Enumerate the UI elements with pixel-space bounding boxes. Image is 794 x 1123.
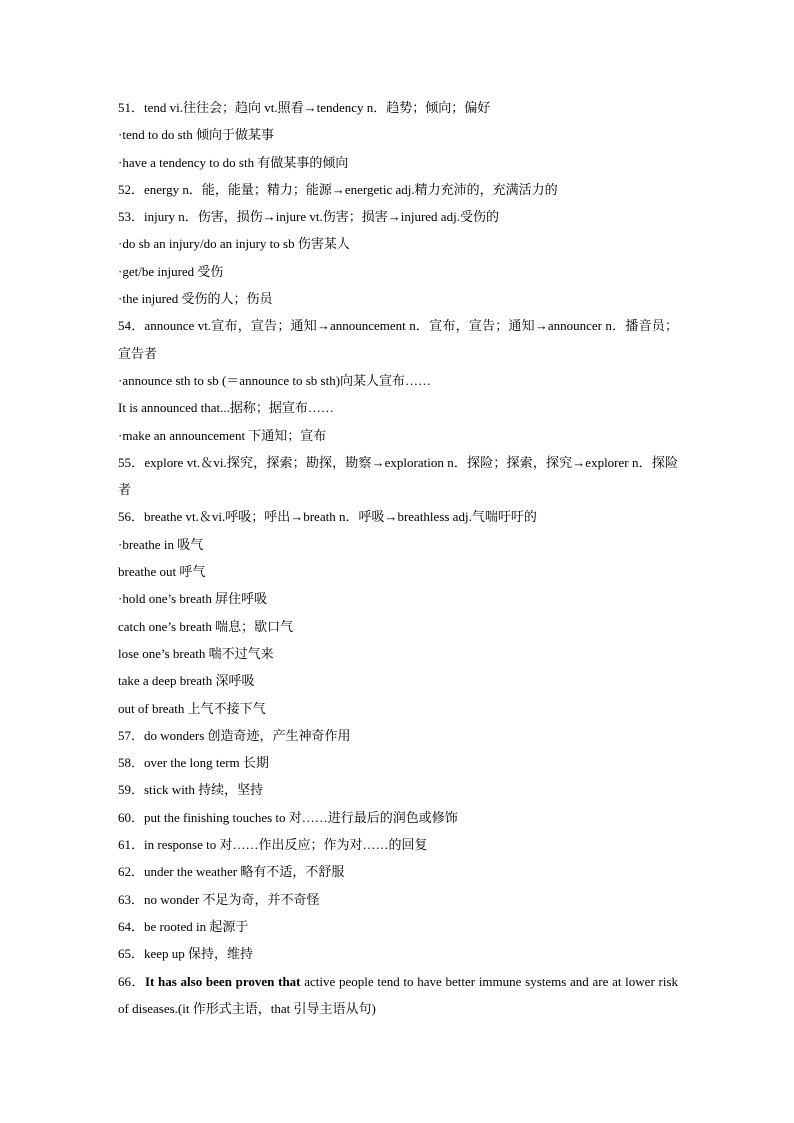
entry-66-rest: active people tend to have better immune systems and are at lower risk of diseases.(it 作形式主语，that 引导主语从句) (118, 973, 678, 1016)
phrase-line: ·breathe in 吸气 (118, 536, 204, 552)
entry-53: 53．injury n．伤害，损伤→injure vt.伤害；损害→injured adj.受伤的 (118, 209, 499, 225)
entry-54: 54．announce vt.宣布，宣告；通知→announcement n．宣布，宣告；通知→announcer n．播音员；宣告者 (118, 318, 678, 361)
phrase-line: breathe out 呼气 (118, 564, 206, 580)
document-page (118, 94, 678, 1022)
phrase-line: lose one’s breath 喘不过气来 (118, 645, 274, 661)
phrase-line: ·hold one’s breath 屏住呼吸 (118, 591, 268, 607)
phrase-line: take a deep breath 深呼吸 (118, 673, 255, 689)
entry-63: 63．no wonder 不足为奇，并不奇怪 (118, 891, 320, 907)
phrase-line: It is announced that...据称；据宣布…… (118, 400, 334, 416)
entry-62: 62．under the weather 略有不适，不舒服 (118, 864, 345, 880)
phrase-line: ·get/be injured 受伤 (118, 263, 224, 279)
entry-61: 61．in response to 对……作出反应；作为对……的回复 (118, 837, 428, 853)
phrase-line: ·tend to do sth 倾向于做某事 (118, 127, 274, 143)
entry-66 (118, 968, 678, 1023)
entry-65: 65．keep up 保持，维持 (118, 946, 254, 962)
entry-55: 55．explore vt.＆vi.探究，探索；勘探，勘察→exploration n．探险；探索，探究→explorer n．探险者 (118, 454, 678, 498)
entry-60: 60．put the finishing touches to 对……进行最后的润色或修饰 (118, 809, 458, 825)
entry-56: 56．breathe vt.＆vi.呼吸；呼出→breath n．呼吸→breathless adj.气喘吁吁的 (118, 509, 537, 525)
phrase-line: ·have a tendency to do sth 有做某事的倾向 (118, 154, 349, 170)
phrase-line: ·do sb an injury/do an injury to sb 伤害某人 (118, 236, 350, 252)
entry-59: 59．stick with 持续，坚持 (118, 782, 264, 798)
entry-64: 64．be rooted in 起源于 (118, 918, 249, 934)
phrase-line: ·announce sth to sb (＝announce to sb sth)向某人宣布…… (118, 372, 432, 388)
entry-66-bold-phrase: It has also been proven that (144, 973, 301, 989)
entry-66-number: 66． (118, 973, 145, 989)
entry-58: 58．over the long term 长期 (118, 755, 269, 771)
phrase-line: ·the injured 受伤的人；伤员 (118, 291, 273, 307)
phrase-line: ·make an announcement 下通知；宣布 (118, 427, 327, 443)
entry-57: 57．do wonders 创造奇迹，产生神奇作用 (118, 727, 351, 743)
phrase-line: out of breath 上气不接下气 (118, 700, 266, 716)
entry-52: 52．energy n．能，能量；精力；能源→energetic adj.精力充沛的，充满活力的 (118, 181, 558, 197)
phrase-line: catch one’s breath 喘息；歇口气 (118, 618, 294, 634)
entry-51: 51．tend vi.往往会；趋向 vt.照看→tendency n．趋势；倾向；偏好 (118, 100, 491, 115)
